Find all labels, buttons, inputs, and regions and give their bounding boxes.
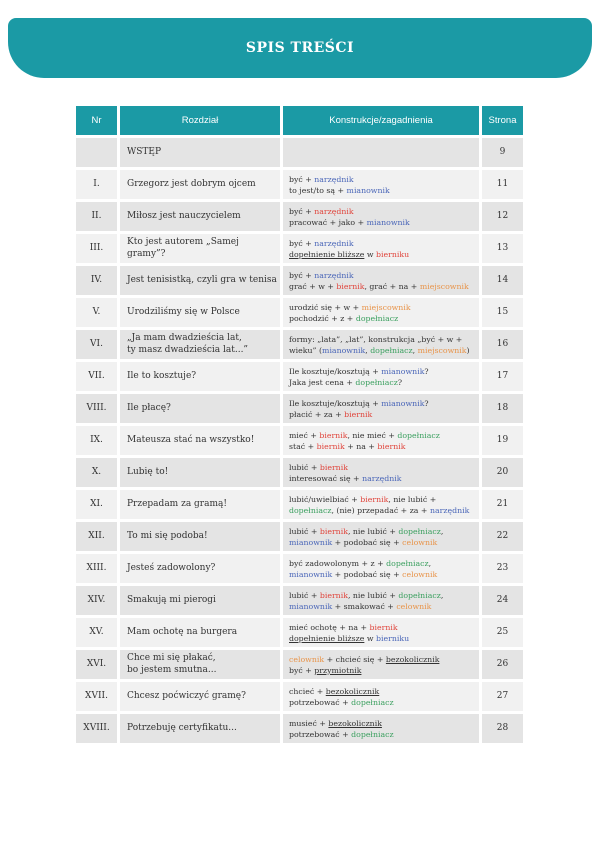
construction-text: musieć + xyxy=(289,718,329,728)
chapter-title xyxy=(120,266,280,295)
row-number: V. xyxy=(76,298,117,327)
grammar-case-orange: celownik xyxy=(289,654,325,664)
chapter-title xyxy=(120,522,280,551)
chapter-title-line: „Ja mam dwadzieścia lat, xyxy=(127,333,242,343)
row-number: XIV. xyxy=(76,586,117,615)
chapter-title xyxy=(120,490,280,519)
grammar-case-green: dopełniacz xyxy=(386,558,429,568)
construction-line xyxy=(289,249,409,260)
construction-line xyxy=(289,313,411,324)
grammar-case-blue: mianownik xyxy=(322,345,366,355)
page-number: 15 xyxy=(482,298,523,327)
construction-line xyxy=(289,665,439,676)
construction-text: + na + xyxy=(344,441,378,451)
construction-text: Jaka jest cena + xyxy=(289,377,356,387)
chapter-title xyxy=(120,234,280,263)
construction-line xyxy=(289,238,409,249)
construction-text: + smakować + xyxy=(332,601,397,611)
construction-line xyxy=(289,217,410,228)
construction-text: interesować się + xyxy=(289,473,363,483)
grammar-case-red: biernik xyxy=(319,590,348,600)
construction-text: , xyxy=(412,345,418,355)
grammar-case-red: biernik xyxy=(344,409,373,419)
title-banner xyxy=(8,18,592,78)
grammar-case-green: dopełniacz xyxy=(289,505,332,515)
page-number: 20 xyxy=(482,458,523,487)
construction-text: + podobać się + xyxy=(332,537,403,547)
construction-line xyxy=(289,334,470,345)
grammar-case-green: dopełniacz xyxy=(355,313,399,323)
construction-text: być + xyxy=(289,665,315,675)
chapter-title xyxy=(120,170,280,199)
construction-text: wieku” ( xyxy=(289,345,323,355)
construction-text: być + xyxy=(289,206,315,216)
construction-line xyxy=(289,718,394,729)
construction-text: w xyxy=(364,633,377,643)
constructions-cell xyxy=(283,714,479,743)
page-title: SPIS TREŚCI xyxy=(245,40,355,56)
grammar-case-green: dopełniacz xyxy=(398,526,441,536)
chapter-title-line: Jest tenisistką, czyli gra w tenisa xyxy=(127,274,277,285)
construction-line xyxy=(289,302,411,313)
construction-text: formy: „lata”, „lat”, konstrukcja „być + w + xyxy=(289,334,463,344)
chapter-title-line: Mam ochotę na burgera xyxy=(127,626,238,637)
chapter-title-line: Chce mi się płakać, xyxy=(127,653,216,663)
construction-line xyxy=(289,569,437,580)
constructions-cell xyxy=(283,234,479,263)
chapter-title-line: Mateusza stać na wszystko! xyxy=(127,434,255,445)
grammar-case-blue: mianownik xyxy=(381,366,425,376)
chapter-title xyxy=(120,426,280,455)
header-page: Strona xyxy=(482,106,523,135)
construction-text: , xyxy=(365,345,371,355)
construction-line xyxy=(289,526,443,537)
construction-text: , nie lubić + xyxy=(347,526,399,536)
grammar-case-orange: celownik xyxy=(402,537,438,547)
construction-text: , grać + na + xyxy=(364,281,420,291)
grammar-case-green: dopełniacz xyxy=(398,590,441,600)
construction-text: , nie lubić + xyxy=(347,590,399,600)
construction-text: pracować + jako + xyxy=(289,217,367,227)
construction-text: stać + xyxy=(289,441,317,451)
construction-text: chcieć + xyxy=(289,686,326,696)
chapter-title xyxy=(120,554,280,583)
construction-line xyxy=(289,281,469,292)
construction-line xyxy=(289,558,437,569)
page-number: 26 xyxy=(482,650,523,679)
constructions-cell xyxy=(283,266,479,295)
construction-line xyxy=(289,174,390,185)
construction-text: lubić/uwielbiać + xyxy=(289,494,361,504)
row-number: IV. xyxy=(76,266,117,295)
grammar-case-blue: mianownik xyxy=(346,185,390,195)
row-number: XVII. xyxy=(76,682,117,711)
chapter-title-line: Potrzebuję certyfikatu... xyxy=(127,722,237,733)
construction-text: lubić + xyxy=(289,590,320,600)
chapter-title xyxy=(120,458,280,487)
chapter-title-line: ty masz dwadzieścia lat...” xyxy=(127,344,249,355)
page-number: 14 xyxy=(482,266,523,295)
grammar-case-blue: mianownik xyxy=(289,537,333,547)
construction-text: w xyxy=(364,249,377,259)
chapter-title xyxy=(120,618,280,647)
header-constructions: Konstrukcje/zagadnienia xyxy=(283,106,479,135)
construction-line xyxy=(289,409,429,420)
construction-text: , xyxy=(440,526,444,536)
page-number: 19 xyxy=(482,426,523,455)
construction-text: ) xyxy=(466,345,470,355)
construction-text: + chcieć się + xyxy=(324,654,386,664)
construction-line xyxy=(289,729,394,740)
grammar-case-blue: narzędnik xyxy=(362,473,402,483)
constructions-cell xyxy=(283,682,479,711)
construction-line xyxy=(289,377,429,388)
construction-text: pochodzić + z + xyxy=(289,313,356,323)
construction-text: , xyxy=(440,590,444,600)
chapter-title-line: bo jestem smutna... xyxy=(127,664,217,675)
construction-text: potrzebować + xyxy=(289,729,352,739)
grammar-case-red: biernik xyxy=(319,462,348,472)
constructions-cell xyxy=(283,554,479,583)
row-number: III. xyxy=(76,234,117,263)
row-number: I. xyxy=(76,170,117,199)
page-number: 28 xyxy=(482,714,523,743)
row-number: VI. xyxy=(76,330,117,359)
grammar-case-blue: mianownik xyxy=(289,601,333,611)
chapter-title xyxy=(120,362,280,391)
grammar-term-underlined: bezokolicznik xyxy=(325,686,380,696)
grammar-case-blue: narzędnik xyxy=(314,238,354,248)
construction-line xyxy=(289,590,443,601)
construction-line xyxy=(289,270,469,281)
construction-text: lubić + xyxy=(289,526,320,536)
grammar-term-underlined: dopełnienie bliższe xyxy=(289,249,365,259)
constructions-cell xyxy=(283,426,479,455)
construction-text: , (nie) przepadać + za + xyxy=(331,505,430,515)
grammar-case-red: biernik xyxy=(360,494,389,504)
page-number: 12 xyxy=(482,202,523,231)
grammar-case-red: biernik xyxy=(319,430,348,440)
grammar-case-blue: narzędnik xyxy=(314,270,354,280)
construction-line xyxy=(289,345,470,356)
page-number: 9 xyxy=(482,138,523,167)
construction-text: + podobać się + xyxy=(332,569,403,579)
constructions-cell xyxy=(283,458,479,487)
construction-text: , nie mieć + xyxy=(347,430,398,440)
grammar-case-orange: celownik xyxy=(402,569,438,579)
grammar-term-underlined: przymiotnik xyxy=(314,665,362,675)
construction-line xyxy=(289,633,409,644)
construction-line xyxy=(289,206,410,217)
row-number: XVIII. xyxy=(76,714,117,743)
page-number: 21 xyxy=(482,490,523,519)
constructions-cell xyxy=(283,618,479,647)
grammar-case-blue: mianownik xyxy=(381,398,425,408)
chapter-title xyxy=(120,650,280,679)
constructions-cell xyxy=(283,522,479,551)
grammar-case-blue: mianownik xyxy=(366,217,410,227)
constructions-cell xyxy=(283,170,479,199)
grammar-case-red: biernik xyxy=(369,622,398,632)
constructions-cell xyxy=(283,202,479,231)
grammar-case-orange: celownik xyxy=(396,601,432,611)
constructions-cell xyxy=(283,298,479,327)
construction-text: być + xyxy=(289,270,315,280)
chapter-title-line: Jesteś zadowolony? xyxy=(127,562,216,573)
chapter-title-line: Lubię to! xyxy=(127,466,169,477)
row-number xyxy=(76,138,117,167)
grammar-case-red: biernik xyxy=(377,441,406,451)
construction-line xyxy=(289,505,469,516)
chapter-title-line: Kto jest autorem „Samej gramy”? xyxy=(127,237,239,259)
chapter-title-line: To mi się podoba! xyxy=(127,530,208,541)
page-number: 25 xyxy=(482,618,523,647)
chapter-title xyxy=(120,202,280,231)
chapter-title-line: Smakują mi pierogi xyxy=(127,594,216,605)
construction-text: urodzić się + w + xyxy=(289,302,362,312)
construction-text: płacić + za + xyxy=(289,409,345,419)
construction-text: lubić + xyxy=(289,462,320,472)
construction-text: , xyxy=(428,558,432,568)
construction-line xyxy=(289,441,440,452)
construction-text: mieć + xyxy=(289,430,320,440)
construction-text: potrzebować + xyxy=(289,697,352,707)
chapter-title-line: Przepadam za gramą! xyxy=(127,498,227,509)
grammar-case-green: dopełniacz xyxy=(355,377,398,387)
chapter-title-line: Grzegorz jest dobrym ojcem xyxy=(127,178,256,189)
page-number: 23 xyxy=(482,554,523,583)
header-chapter: Rozdział xyxy=(120,106,280,135)
constructions-cell xyxy=(283,330,479,359)
row-number: XII. xyxy=(76,522,117,551)
construction-line xyxy=(289,601,443,612)
grammar-term-underlined: dopełnienie bliższe xyxy=(289,633,365,643)
grammar-case-red: bierniku xyxy=(376,249,410,259)
construction-text: grać + w + xyxy=(289,281,337,291)
grammar-case-orange: miejscownik xyxy=(419,281,469,291)
construction-line xyxy=(289,398,429,409)
grammar-case-green: dopełniacz xyxy=(397,430,440,440)
construction-text: ? xyxy=(424,366,429,376)
grammar-case-red: biernik xyxy=(319,526,348,536)
construction-line xyxy=(289,686,394,697)
construction-line xyxy=(289,185,390,196)
page-number: 27 xyxy=(482,682,523,711)
construction-text: , nie lubić + xyxy=(388,494,437,504)
grammar-case-blue: narzędnik xyxy=(429,505,470,515)
constructions-cell xyxy=(283,586,479,615)
toc-table xyxy=(76,106,522,743)
chapter-title-line: Ile płacę? xyxy=(127,402,171,413)
page-number: 13 xyxy=(482,234,523,263)
construction-text: ? xyxy=(397,377,403,387)
construction-line xyxy=(289,462,401,473)
construction-text: być zadowolonym + z + xyxy=(289,558,387,568)
page-number: 16 xyxy=(482,330,523,359)
page-number: 24 xyxy=(482,586,523,615)
construction-text: mieć ochotę + na + xyxy=(289,622,370,632)
chapter-title-line: Miłosz jest nauczycielem xyxy=(127,210,241,221)
grammar-case-green: dopełniacz xyxy=(351,697,394,707)
grammar-case-orange: miejscownik xyxy=(361,302,411,312)
row-number: XVI. xyxy=(76,650,117,679)
construction-line xyxy=(289,430,440,441)
row-number: IX. xyxy=(76,426,117,455)
grammar-case-green: dopełniacz xyxy=(351,729,394,739)
constructions-cell xyxy=(283,490,479,519)
page-number: 17 xyxy=(482,362,523,391)
row-number: VII. xyxy=(76,362,117,391)
grammar-term-underlined: bezokolicznik xyxy=(328,718,382,728)
page-number: 22 xyxy=(482,522,523,551)
construction-text: ? xyxy=(424,398,429,408)
construction-line xyxy=(289,473,401,484)
chapter-title xyxy=(120,138,280,167)
grammar-case-red: biernik xyxy=(316,441,345,451)
constructions-cell xyxy=(283,138,479,167)
row-number: XV. xyxy=(76,618,117,647)
grammar-term-underlined: bezokolicznik xyxy=(385,654,440,664)
chapter-title xyxy=(120,298,280,327)
grammar-case-red: narzędnik xyxy=(314,206,354,216)
construction-text: być + xyxy=(289,238,315,248)
row-number: X. xyxy=(76,458,117,487)
construction-line xyxy=(289,697,394,708)
chapter-title xyxy=(120,586,280,615)
chapter-title-line: Chcesz poćwiczyć gramę? xyxy=(127,690,246,701)
construction-text: być + xyxy=(289,174,315,184)
construction-text: to jest/to są + xyxy=(289,185,347,195)
constructions-cell xyxy=(283,394,479,423)
constructions-cell xyxy=(283,362,479,391)
row-number: XI. xyxy=(76,490,117,519)
grammar-case-red: biernik xyxy=(336,281,365,291)
chapter-title xyxy=(120,330,280,359)
chapter-title-line: Ile to kosztuje? xyxy=(127,370,197,381)
construction-line xyxy=(289,537,443,548)
grammar-case-green: dopełniacz xyxy=(370,345,413,355)
page-number: 18 xyxy=(482,394,523,423)
chapter-title-line: WSTĘP xyxy=(127,146,162,157)
header-nr: Nr xyxy=(76,106,117,135)
construction-text: Ile kosztuje/kosztują + xyxy=(289,398,382,408)
construction-line xyxy=(289,366,429,377)
row-number: XIII. xyxy=(76,554,117,583)
chapter-title xyxy=(120,714,280,743)
row-number: VIII. xyxy=(76,394,117,423)
construction-line xyxy=(289,654,439,665)
grammar-case-orange: miejscownik xyxy=(417,345,467,355)
row-number: II. xyxy=(76,202,117,231)
constructions-cell xyxy=(283,650,479,679)
construction-line xyxy=(289,494,469,505)
grammar-case-blue: mianownik xyxy=(289,569,333,579)
grammar-case-blue: narzędnik xyxy=(314,174,354,184)
page-number: 11 xyxy=(482,170,523,199)
construction-text: Ile kosztuje/kosztują + xyxy=(289,366,382,376)
construction-line xyxy=(289,622,409,633)
chapter-title xyxy=(120,394,280,423)
chapter-title xyxy=(120,682,280,711)
chapter-title-line: Urodziliśmy się w Polsce xyxy=(127,306,240,317)
grammar-case-blue: bierniku xyxy=(376,633,410,643)
